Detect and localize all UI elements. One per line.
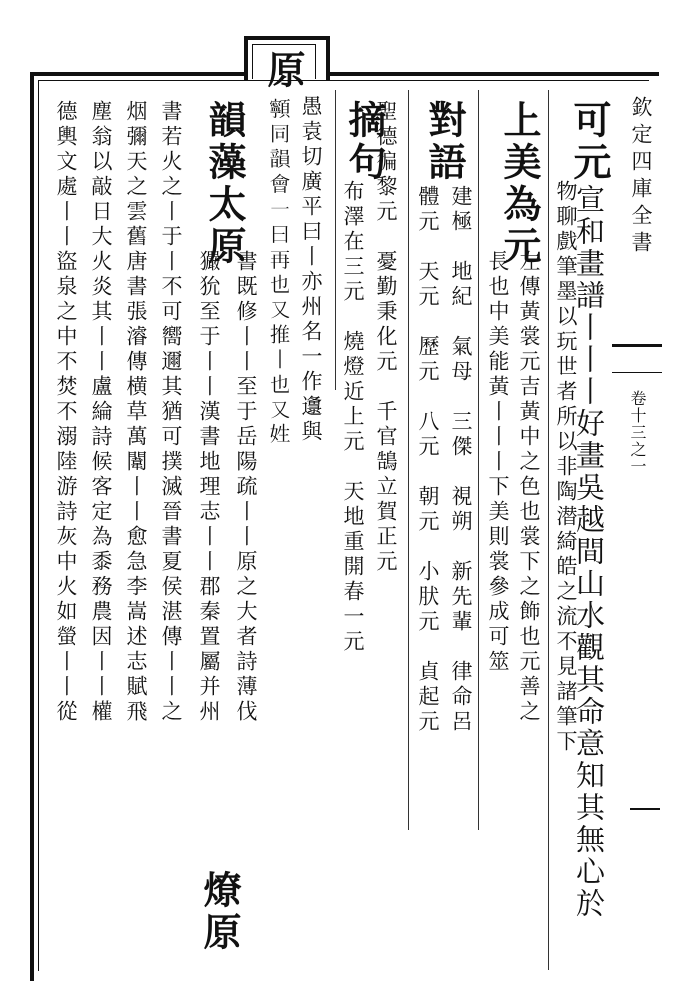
entry-column [555,180,576,755]
entry-column [55,100,76,725]
entry-text: 左傳黃裳元吉黃中之色也裳下之飾也元善之 [517,250,541,725]
column-rule [335,90,336,390]
entry-column [125,100,146,725]
entry-column [497,100,542,268]
book-title: 欽定四庫全書 [629,96,653,258]
entry-text: 體元 天元 歷元 八元 朝元 小肰元 貞起元 [416,185,440,735]
entry-column [518,250,539,725]
column-rule [548,90,549,970]
entry-column [342,180,363,655]
entry-column [422,100,467,184]
entry-text: 物聊戲筆墨以玩世者所以非陶潜綺皓之流不見諸筆下 [554,180,578,755]
page-tick [630,808,660,810]
entry-column [417,185,438,735]
entry-heading: 燎原 [197,870,242,954]
fishtail-line [612,372,662,373]
entry-column [487,250,508,675]
entry-text: 建極 地紀 氣母 三傑 視朔 新先輩 律命呂 [449,185,473,735]
volume-mark: 卷十三之一 [628,390,647,475]
entry-column [268,98,289,448]
entry-heading: 可元 [567,100,612,184]
entry-heading: 對語 [422,100,467,184]
entry-text: 塵翁以敲日大火炎其丨丨盧綸詩候客定為黍務農因丨丨權 [89,100,113,725]
entry-column [300,95,321,445]
entry-text: 德輿文處丨丨盜泉之中不焚不溺陸游詩灰中火如螢丨丨從 [54,100,78,725]
entry-text: 書既修丨丨至于岳陽疏丨丨原之大者詩薄伐 [234,250,258,725]
entry-text: 宣和畫譜丨丨丨好畫吳越間山水觀其命意知其無心於 [572,184,606,920]
entry-text: 𩕳同韻會一曰再也又推丨也又姓 [267,98,291,448]
entry-text: 烟彌天之雲舊唐書張濬傳横草萬闈丨丨愈急李嵩述志賦飛 [124,100,148,725]
entry-column [160,100,181,725]
entry-text: 愚袁切廣平曰丨亦州名一作邍與 [299,95,323,445]
entry-heading: 上美為元 [497,100,542,268]
column-rule [408,90,409,830]
entry-text: 書若火之丨于丨不可嚮邇其猶可撲滅晉書夏侯湛傳丨丨之 [159,100,183,725]
entry-text: 長也中美能黃丨丨丨下美則裳參成可筮 [486,250,510,675]
entry-heading: 韻藻太原 [202,100,247,268]
fishtail-mark [612,344,662,371]
entry-column [342,100,387,184]
entry-heading: 摘句 [342,100,387,184]
entry-column [261,50,306,92]
column-rule [478,90,479,830]
entry-column [197,870,242,954]
entry-text: 玁狁至于丨丨漢書地理志丨丨郡秦置屬并州 [197,250,221,725]
entry-text: 布澤在三元 燒燈近上元 天地重開春一元 [341,180,365,655]
entry-column [198,250,219,725]
entry-column [202,100,247,268]
entry-column [90,100,111,725]
entry-text: 聖德徧黎元 憂勤秉化元 千官鵠立賀正元 [374,100,398,575]
entry-column [450,185,471,735]
entry-heading: 原 [261,50,306,92]
entry-column [235,250,256,725]
